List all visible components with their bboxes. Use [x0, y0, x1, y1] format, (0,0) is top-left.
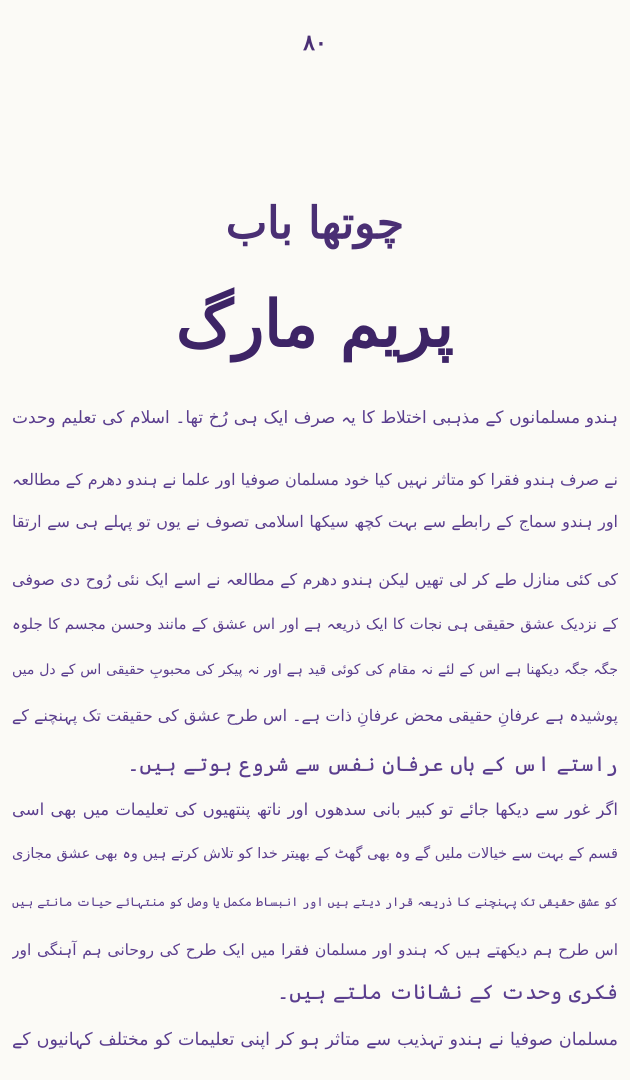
chapter-heading: چوتھا باب: [225, 198, 405, 249]
text-line: پوشیدہ ہے عرفانِ حقیقی محض عرفانِ ذات ہے۔ اس طرح عشق کی حقیقت تک پہنچنے کے: [12, 706, 618, 725]
page-number: ۸۰: [303, 30, 327, 56]
text-line: اور ہندو سماج کے رابطے سے بہت کچھ سیکھا اسلامی تصوف نے یوں تو پہلے ہی سے ارتقا: [12, 512, 618, 531]
text-line: مسلمان صوفیا نے ہندو تہذیب سے متاثر ہو کر اپنی تعلیمات کو مختلف کہانیوں کے: [12, 1030, 618, 1050]
text-line: کی کئی منازل طے کر لی تھیں لیکن ہندو دھرم کے مطالعہ نے اسے ایک نئی رُوح دی صوفی: [12, 570, 618, 589]
text-line: کو عشق حقیقی تک پہنچنے کا ذریعہ قرار دیتے ہیں اور انبساط مکمل یا وصل کو منتہائے حیات مانتے ہیں: [12, 895, 618, 909]
text-line: اگر غور سے دیکھا جائے تو کبیر بانی سدھوں اور ناتھ پنتھیوں کی تعلیمات میں بھی اسی: [12, 800, 618, 819]
chapter-title: پریم مارگ: [176, 287, 454, 362]
text-line: فکری وحدت کے نشانات ملتے ہیں۔: [277, 980, 618, 1004]
text-line: راستے اس کے ہاں عرفانِ نفس سے شروع ہوتے ہیں۔: [127, 752, 618, 776]
text-line: جگہ جگہ دیکھنا ہے اس کے لئے نہ مقام کی کوئی قید ہے اور نہ پیکر کی محبوبِ حقیقی اس کے دل میں: [12, 662, 618, 678]
text-line: اس طرح ہم دیکھتے ہیں کہ ہندو اور مسلمان فقرا میں ایک طرح کی روحانی ہم آہنگی اور: [12, 941, 618, 959]
text-line: کے نزدیک عشق حقیقی ہی نجات کا ایک ذریعہ ہے اور اس عشق کے مانند وحسن مجسم کا جلوہ: [12, 615, 618, 633]
text-line: نے صرف ہندو فقرا کو متاثر نہیں کیا خود مسلمان صوفیا اور علما نے ہندو دھرم کے مطالعہ: [12, 470, 618, 489]
text-line: قسم کے بہت سے خیالات ملیں گے وہ بھی گھٹ کے بھیتر خدا کو تلاش کرتے ہیں وہ بھی عشق مجازی: [12, 846, 618, 862]
body-text: [12, 0, 618, 1080]
text-line: ہندو مسلمانوں کے مذہبی اختلاط کا یہ صرف ایک ہی رُخ تھا۔ اسلام کی تعلیم وحدت: [12, 408, 618, 428]
